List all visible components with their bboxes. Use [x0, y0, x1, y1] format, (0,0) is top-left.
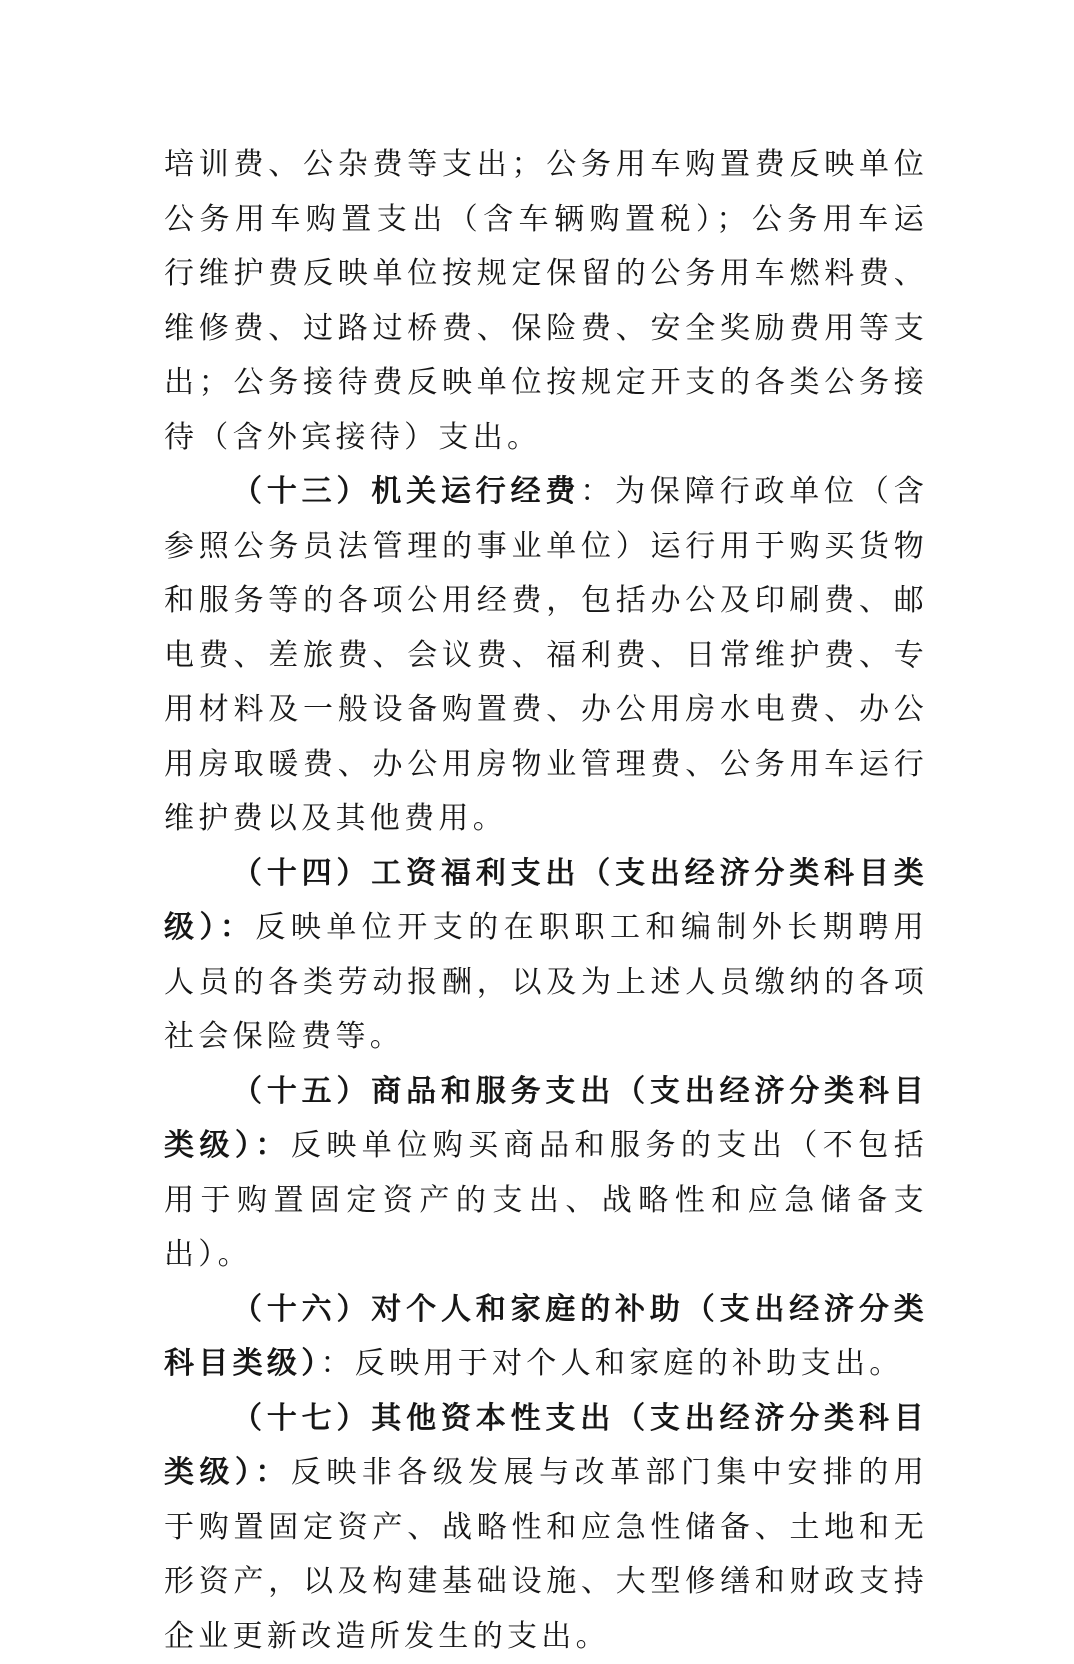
paragraph-text: 反映单位购买商品和服务的支出（不包括用于购置固定资产的支出、战略性和应急储备支出）。	[164, 1128, 928, 1272]
paragraph-heading: （十六）对个人和家庭的补助（支出经济分类科目类级）	[164, 1292, 928, 1382]
paragraph-15	[164, 1065, 928, 1283]
paragraph-continuation	[164, 138, 928, 465]
paragraph-14	[164, 847, 928, 1065]
paragraph-heading: （十七）其他资本性支出（支出经济分类科目类级）：	[164, 1401, 928, 1491]
paragraph-text: 反映单位开支的在职职工和编制外长期聘用人员的各类劳动报酬，以及为上述人员缴纳的各项社会保险费等。	[164, 910, 928, 1054]
paragraph-16	[164, 1283, 928, 1392]
document-body	[164, 138, 928, 1664]
paragraph-text: ：反映用于对个人和家庭的补助支出。	[321, 1346, 904, 1381]
paragraph-text: ：为保障行政单位（含参照公务员法管理的事业单位）运行用于购买货物和服务等的各项公用经费，包括办公及印刷费、邮电费、差旅费、会议费、福利费、日常维护费、专用材料及一般设备购置费、办公用房水电费、办公用房取暖费、办公用房物业管理费、公务用车运行维护费以及其他费用。	[164, 474, 928, 836]
paragraph-13	[164, 465, 928, 847]
paragraph-heading: （十五）商品和服务支出（支出经济分类科目类级）：	[164, 1074, 928, 1164]
paragraph-17	[164, 1392, 928, 1664]
paragraph-heading: （十四）工资福利支出（支出经济分类科目类级）：	[164, 856, 928, 946]
paragraph-text: 培训费、公杂费等支出；公务用车购置费反映单位公务用车购置支出（含车辆购置税）；公务用车运行维护费反映单位按规定保留的公务用车燃料费、维修费、过路过桥费、保险费、安全奖励费用等支出；公务接待费反映单位按规定开支的各类公务接待（含外宾接待）支出。	[164, 147, 928, 455]
paragraph-text: 反映非各级发展与改革部门集中安排的用于购置固定资产、战略性和应急性储备、土地和无形资产，以及构建基础设施、大型修缮和财政支持企业更新改造所发生的支出。	[164, 1455, 928, 1654]
paragraph-heading: （十三）机关运行经费	[232, 474, 580, 509]
